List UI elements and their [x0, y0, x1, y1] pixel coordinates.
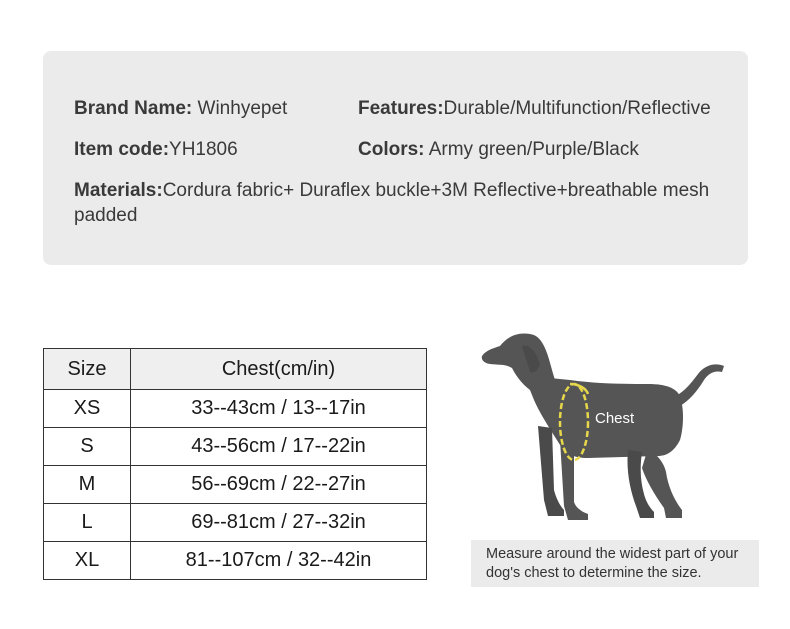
chest-cell: 33--43cm / 13--17in: [131, 390, 427, 428]
chest-column-header: Chest(cm/in): [131, 349, 427, 390]
size-column-header: Size: [44, 349, 131, 390]
materials-value: Cordura fabric+ Duraflex buckle+3M Reflective+breathable mesh padded: [74, 180, 710, 226]
item-code-line: [74, 137, 238, 162]
item-code-label: Item code:: [74, 139, 170, 160]
materials-line: [74, 178, 714, 228]
size-cell: L: [44, 504, 131, 542]
colors-line: [358, 137, 639, 162]
chest-cell: 69--81cm / 27--32in: [131, 504, 427, 542]
materials-label: Materials:: [74, 180, 163, 201]
table-row: [44, 390, 427, 428]
dog-measure-diagram: [478, 330, 730, 525]
chest-label: Chest: [595, 410, 635, 427]
brand-name-value: Winhyepet: [192, 98, 288, 119]
measure-caption: Measure around the widest part of your dog's chest to determine the size.: [486, 546, 739, 581]
table-row: [44, 542, 427, 580]
chest-cell: 81--107cm / 32--42in: [131, 542, 427, 580]
size-cell: XS: [44, 390, 131, 428]
features-line: [358, 96, 711, 121]
size-chart-table: [43, 348, 427, 580]
colors-label: Colors:: [358, 139, 425, 160]
size-cell: S: [44, 428, 131, 466]
colors-value: Army green/Purple/Black: [424, 139, 639, 160]
features-value: Durable/Multifunction/Reflective: [443, 98, 711, 119]
item-code-value: YH1806: [169, 139, 238, 160]
size-cell: XL: [44, 542, 131, 580]
measure-caption-box: [471, 540, 759, 587]
table-row: [44, 466, 427, 504]
dog-silhouette-icon: [478, 330, 730, 525]
brand-name-label: Brand Name:: [74, 98, 193, 119]
chest-cell: 43--56cm / 17--22in: [131, 428, 427, 466]
brand-name-line: [74, 96, 287, 121]
table-row: [44, 428, 427, 466]
size-cell: M: [44, 466, 131, 504]
size-table-header-row: [44, 349, 427, 390]
features-label: Features:: [358, 98, 444, 119]
product-info-panel: [43, 51, 748, 265]
table-row: [44, 504, 427, 542]
chest-cell: 56--69cm / 22--27in: [131, 466, 427, 504]
